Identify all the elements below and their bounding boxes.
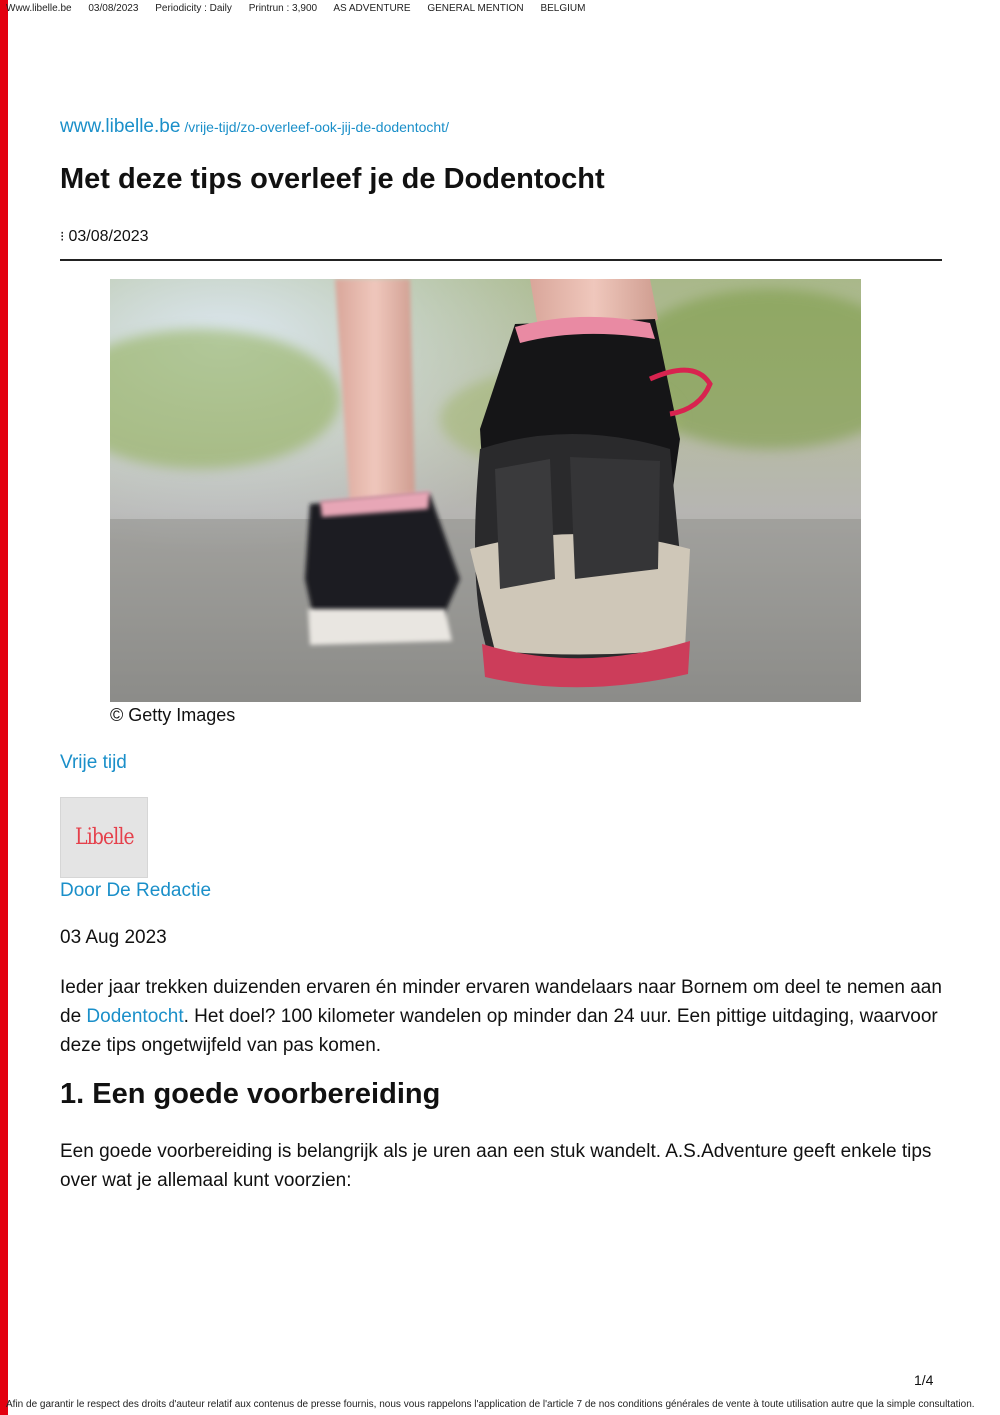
intro-text-end: . Het doel? 100 kilometer wandelen op minder dan 24 uur. Een pittige uitdaging, waarvoor deze tips ongetwijfeld van pas komen.	[60, 1006, 938, 1056]
author-link[interactable]: Door De Redactie	[60, 880, 212, 901]
page-number: 1/4	[914, 1372, 934, 1388]
meta-country: BELGIUM	[540, 3, 586, 14]
intro-paragraph	[60, 973, 950, 1060]
section-paragraph: Een goede voorbereiding is belangrijk als je uren aan een stuk wandelt. A.S.Adventure geeft enkele tips over wat je allemaal kunt voorzien:	[60, 1141, 932, 1191]
date-marker-icon: ⁝	[60, 228, 65, 244]
press-metadata-header	[6, 3, 599, 14]
meta-periodicity: Periodicity : Daily	[155, 3, 232, 14]
meta-printrun: Printrun : 3,900	[248, 3, 318, 14]
url-path[interactable]: /vrije-tijd/zo-overleef-ook-jij-de-dodentocht/	[184, 119, 449, 135]
published-date: 03 Aug 2023	[60, 927, 167, 948]
article-date: 03/08/2023	[68, 228, 149, 245]
left-red-bar	[0, 0, 8, 1415]
copyright-footer: Afin de garantir le respect des droits d'auteur relatif aux contenus de presse fournis, nous vous rappelons l'application de l'article 7 de nos conditions générales de vente à toute utilisation autre que la simple consultation.	[6, 1399, 975, 1410]
url-domain[interactable]: www.libelle.be	[60, 116, 181, 137]
article-title: Met deze tips overleef je de Dodentocht	[60, 163, 605, 195]
meta-client: AS ADVENTURE	[333, 3, 411, 14]
category-link[interactable]: Vrije tijd	[60, 752, 127, 773]
meta-mention: GENERAL MENTION	[427, 3, 524, 14]
intro-text-start: Ieder jaar trekken duizenden ervaren én minder ervaren wandelaars naar Bornem om deel te nemen aan de	[60, 977, 942, 1027]
photo-caption: © Getty Images	[110, 705, 236, 725]
libelle-logo: Libelle	[74, 825, 134, 850]
meta-date: 03/08/2023	[88, 3, 139, 14]
author-avatar	[60, 797, 148, 878]
sneakers-photo-illustration	[110, 279, 861, 702]
dodentocht-link[interactable]: Dodentocht	[86, 1006, 184, 1027]
article-photo	[110, 279, 861, 702]
meta-site: Www.libelle.be	[6, 3, 72, 14]
divider	[60, 259, 942, 261]
article-dateline	[60, 228, 149, 246]
section-heading: 1. Een goede voorbereiding	[60, 1078, 441, 1110]
article-url[interactable]	[60, 116, 449, 138]
